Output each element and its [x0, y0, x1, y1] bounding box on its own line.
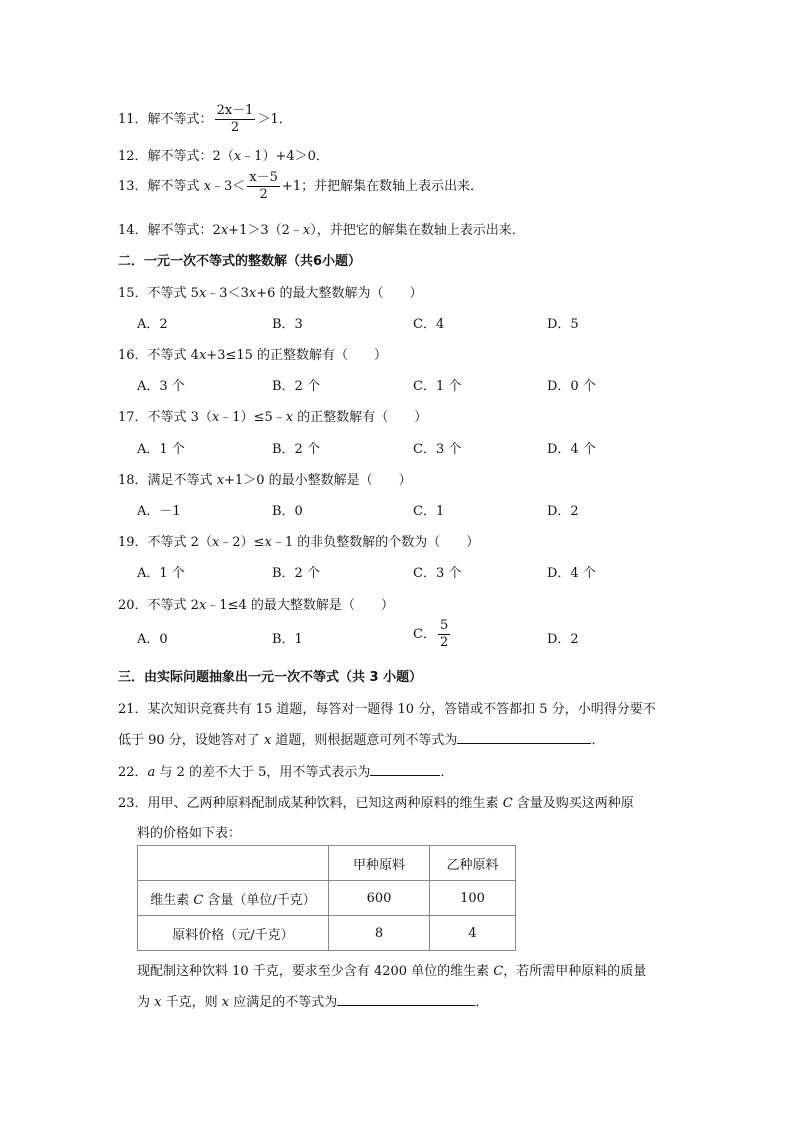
q15-option-c: C．4 — [413, 317, 445, 332]
question-23-line-3 — [137, 960, 646, 979]
q15-option-d: D．5 — [547, 317, 579, 332]
q11-frac-numerator: 2x－1 — [216, 103, 254, 118]
q20-option-b: B．1 — [272, 632, 303, 647]
q13-tail: +1；并把解集在数轴上表示出来． — [281, 179, 484, 194]
q23-line3-pre: 现配制这种饮料 10 千克，要求至少含有 4200 单位的维生素 — [137, 964, 494, 979]
q20-option-c-label: C． — [413, 627, 436, 642]
q23-line4-post: 应满足的不等式为 — [229, 995, 338, 1010]
question-14 — [118, 219, 525, 238]
q20-option-a: A．0 — [137, 632, 168, 647]
q17-var2: x — [285, 410, 294, 425]
q21-number: 21． — [118, 702, 148, 717]
table-cell: 100 — [430, 881, 516, 916]
q15-var: x — [198, 286, 207, 301]
q19-option-c: C．3 个 — [413, 566, 462, 581]
q17-option-c: C．3 个 — [413, 442, 462, 457]
q12-number: 12． — [118, 149, 148, 164]
table-cell: 8 — [329, 916, 430, 951]
q15-var2: x — [248, 286, 257, 301]
q23-line1-pre: 用甲、乙两种原料配制成某种饮料，已知这两种原料的维生素 — [147, 796, 503, 811]
q11-frac-denominator: 2 — [230, 120, 240, 135]
question-23-line-2: 料的价格如下表： — [137, 826, 242, 841]
q16-option-b: B．2 个 — [272, 379, 320, 394]
q19-option-d: D．4 个 — [547, 566, 596, 581]
q18-option-d: D．2 — [547, 504, 579, 519]
table-header-row — [138, 846, 516, 881]
q11-fraction — [215, 103, 256, 136]
q14-number: 14． — [118, 223, 148, 238]
q13-pre: 解不等式 — [147, 179, 204, 194]
table-cell: 600 — [329, 881, 430, 916]
question-15 — [118, 282, 422, 301]
q15-tail: +6 的最大整数解为（ ） — [256, 286, 423, 301]
question-22 — [118, 761, 453, 780]
q14-var2: x — [302, 223, 311, 238]
q11-stem: 解不等式： — [147, 112, 213, 127]
q19-option-b: B．2 个 — [272, 566, 320, 581]
q18-option-b: B．0 — [272, 504, 303, 519]
q21-end: ． — [591, 733, 605, 748]
q23-end: ． — [475, 995, 489, 1010]
q17-var: x — [211, 410, 220, 425]
q13-mid: ﹣3＜ — [211, 179, 246, 194]
row1-label-pre: 维生素 — [150, 892, 194, 908]
q14-mid: +1＞3（2﹣ — [228, 223, 303, 238]
q14-var: x — [220, 223, 229, 238]
table-header-cell-b: 乙种原料 — [430, 846, 516, 881]
section-2-heading: 二．一元一次不等式的整数解（共6小题） — [118, 254, 362, 269]
q22-end: ． — [440, 765, 454, 780]
q19-var2: x — [264, 535, 272, 550]
q23-var2: x — [221, 995, 230, 1010]
q16-option-a: A．3 个 — [137, 379, 185, 394]
q20-optc-denominator: 2 — [439, 635, 449, 650]
question-23-line-1 — [118, 792, 634, 811]
q20-option-c — [413, 618, 452, 651]
q22-number: 22． — [118, 765, 148, 780]
raw-material-table — [137, 845, 516, 951]
q19-number: 19． — [118, 535, 148, 550]
question-23-line-4 — [137, 991, 488, 1010]
q20-tail: ﹣1≤4 的最大整数解是（ ） — [206, 598, 394, 613]
q23-var: x — [154, 995, 162, 1010]
q18-number: 18． — [118, 473, 148, 488]
q21-answer-blank[interactable] — [457, 731, 591, 744]
q21-line2-post: 道题，则根据题意可列不等式为 — [271, 733, 458, 748]
q18-var: x — [216, 473, 225, 488]
q16-tail: +3≤15 的正整数解有（ ） — [206, 348, 388, 363]
q19-option-a: A．1 个 — [137, 566, 185, 581]
q18-option-c: C．1 — [413, 504, 445, 519]
q17-pre: 不等式 3（ — [147, 410, 212, 425]
q20-number: 20． — [118, 598, 148, 613]
q21-line2-pre: 低于 90 分，设她答对了 — [118, 733, 264, 748]
table-row-label-price: 原料价格（元/千克） — [138, 916, 329, 951]
q16-option-c: C．1 个 — [413, 379, 462, 394]
row1-label-c: C — [193, 892, 204, 908]
q23-number: 23． — [118, 796, 148, 811]
question-21-line-2 — [118, 729, 604, 748]
q15-option-b: B．3 — [272, 317, 303, 332]
q20-option-c-fraction — [438, 618, 450, 651]
q23-line4-pre: 为 — [137, 995, 155, 1010]
q16-number: 16． — [118, 348, 148, 363]
q23-answer-blank[interactable] — [337, 993, 475, 1006]
q11-number: 11． — [118, 112, 148, 127]
q19-pre: 不等式 2（ — [147, 535, 212, 550]
q19-var: x — [211, 535, 220, 550]
q15-pre: 不等式 5 — [147, 286, 199, 301]
q14-tail: ），并把它的解集在数轴上表示出来． — [310, 223, 525, 238]
q16-pre: 不等式 4 — [147, 348, 199, 363]
table-row — [138, 881, 516, 916]
q11-tail: ＞1． — [257, 112, 292, 127]
q15-option-a: A．2 — [137, 317, 168, 332]
q22-answer-blank[interactable] — [370, 763, 440, 776]
q20-optc-numerator: 5 — [439, 618, 449, 633]
q17-option-a: A．1 个 — [137, 442, 185, 457]
row1-label-post: 含量（单位/千克） — [203, 892, 316, 908]
q16-option-d: D．0 个 — [547, 379, 596, 394]
question-12 — [118, 145, 329, 164]
table-cell: 4 — [430, 916, 516, 951]
q13-var: x — [203, 179, 212, 194]
q19-tail: ﹣1 的非负整数解的个数为（ ） — [271, 535, 480, 550]
q12-post: ﹣1）+4＞0． — [241, 149, 329, 164]
q13-frac-denominator: 2 — [259, 187, 268, 202]
q17-option-d: D．4 个 — [547, 442, 596, 457]
question-13 — [118, 170, 483, 203]
section-3-heading: 三．由实际问题抽象出一元一次不等式（共 3 小题） — [118, 670, 423, 685]
question-20 — [118, 594, 394, 613]
q21-var: x — [263, 733, 272, 748]
q20-var: x — [198, 598, 207, 613]
q19-mid: ﹣2）≤ — [219, 535, 265, 550]
q23-c: C — [502, 796, 513, 811]
q23-line1-post: 含量及购买这两种原 — [512, 796, 634, 811]
q14-pre: 解不等式：2 — [147, 223, 221, 238]
q17-number: 17． — [118, 410, 148, 425]
table-row — [138, 916, 516, 951]
q13-frac-numerator: x－5 — [249, 170, 278, 185]
table-header-cell-a: 甲种原料 — [329, 846, 430, 881]
question-21-line-1 — [118, 698, 656, 717]
q17-tail: 的正整数解有（ ） — [293, 410, 428, 425]
question-16 — [118, 344, 387, 363]
question-19 — [118, 531, 479, 550]
q18-option-a: A．－1 — [137, 504, 181, 519]
q17-mid: ﹣1）≤5﹣ — [219, 410, 286, 425]
q23-line4-mid: 千克，则 — [161, 995, 222, 1010]
q23-line3-post: ，若所需甲种原料的质量 — [503, 964, 647, 979]
q18-pre: 满足不等式 — [147, 473, 217, 488]
q21-line1: 某次知识竞赛共有 15 道题，每答对一题得 10 分，答错或不答都扣 5 分，小明得分要不 — [147, 702, 656, 717]
q13-fraction — [247, 170, 280, 203]
q15-mid: ﹣3＜3 — [206, 286, 249, 301]
q20-option-d: D．2 — [547, 632, 579, 647]
q12-var: x — [233, 149, 242, 164]
q23-c2: C — [493, 964, 504, 979]
q16-var: x — [198, 348, 207, 363]
q17-option-b: B．2 个 — [272, 442, 320, 457]
question-17 — [118, 406, 427, 425]
q13-number: 13． — [118, 179, 148, 194]
q22-text: 与 2 的差不大于 5，用不等式表示为 — [155, 765, 371, 780]
question-18 — [118, 469, 412, 488]
q15-number: 15． — [118, 286, 148, 301]
table-header-cell-empty — [138, 846, 329, 881]
q12-pre: 解不等式：2（ — [147, 149, 234, 164]
q22-var: a — [147, 765, 156, 780]
table-row-label-vitamin — [138, 881, 329, 916]
q20-pre: 不等式 2 — [147, 598, 199, 613]
q18-tail: +1＞0 的最小整数解是（ ） — [224, 473, 412, 488]
question-11 — [118, 103, 292, 136]
